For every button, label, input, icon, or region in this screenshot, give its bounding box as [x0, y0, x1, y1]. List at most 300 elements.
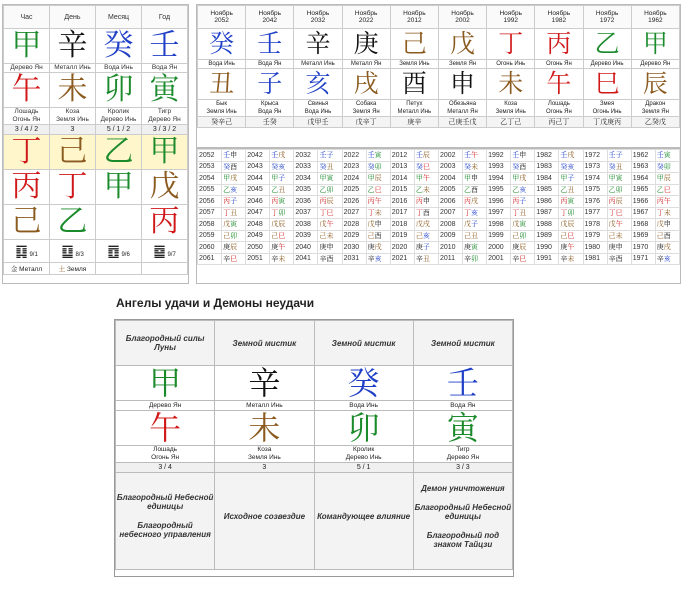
- natal-branch-label: Коза Земля Инь: [50, 108, 96, 125]
- year-char: 午: [663, 197, 671, 206]
- year-label: 2057: [198, 207, 222, 219]
- year-char: 卯: [230, 231, 238, 240]
- year-char: 己: [271, 231, 279, 240]
- year-pillar: [463, 230, 487, 242]
- year-pillar: [463, 150, 487, 162]
- year-pillar: [655, 150, 679, 162]
- year-char: 子: [519, 197, 527, 206]
- year-pillar: [414, 219, 438, 231]
- year-pillar: [559, 196, 583, 208]
- year-char: 辛: [512, 254, 520, 263]
- year-char: 辛: [560, 254, 568, 263]
- year-char: 丁: [367, 208, 375, 217]
- year-label: 2050: [246, 242, 270, 254]
- year-label: 2024: [342, 173, 366, 185]
- year-pillar: [222, 161, 246, 173]
- year-char: 卯: [615, 185, 623, 194]
- luck-stem-label: Вода Инь: [198, 60, 246, 69]
- luck-branch-label: Змея Огонь Инь: [583, 100, 631, 117]
- year-pillar: [318, 230, 342, 242]
- year-char: 辰: [615, 197, 623, 206]
- year-label: 2040: [294, 242, 318, 254]
- year-char: 癸: [560, 162, 568, 171]
- hexagram-icon: ䷈: [153, 243, 166, 259]
- year-label: 1974: [583, 173, 607, 185]
- year-char: 乙: [319, 185, 327, 194]
- year-char: 未: [422, 185, 430, 194]
- year-pillar: [366, 219, 390, 231]
- year-char: 酉: [471, 185, 479, 194]
- angel-branch-label: Кролик Дерево Инь: [314, 446, 413, 463]
- angel-footer-line: Командующее влияние: [317, 511, 411, 521]
- year-pillar: [511, 219, 535, 231]
- year-char: 巳: [615, 208, 623, 217]
- year-pillar: [607, 161, 631, 173]
- year-char: 未: [326, 231, 334, 240]
- year-label: 1992: [487, 150, 511, 162]
- year-label: 1975: [583, 184, 607, 196]
- year-pillar: [559, 230, 583, 242]
- year-char: 巳: [663, 185, 671, 194]
- angel-branch-label: Тигр Дерево Ян: [413, 446, 512, 463]
- year-pillar: [222, 230, 246, 242]
- year-label: 2030: [342, 242, 366, 254]
- year-char: 庚: [560, 243, 568, 252]
- luck-hidden-stems: 戊甲壬: [294, 117, 342, 128]
- year-char: 戌: [663, 243, 671, 252]
- year-label: 2001: [487, 253, 511, 265]
- year-char: 亥: [519, 185, 527, 194]
- year-label: 2017: [390, 207, 414, 219]
- year-char: 戊: [367, 220, 375, 229]
- hexagram-cell: ䷃ 9/1: [4, 240, 50, 263]
- year-char: 戊: [608, 220, 616, 229]
- year-char: 丁: [271, 208, 279, 217]
- luck-header: Ноябрь 1972: [583, 6, 631, 29]
- angel-stem: 甲: [116, 366, 215, 401]
- year-char: 乙: [656, 185, 664, 194]
- year-char: 申: [471, 174, 479, 183]
- year-pillar: [270, 161, 294, 173]
- year-label: 2059: [198, 230, 222, 242]
- year-label: 1962: [631, 150, 655, 162]
- year-char: 戌: [278, 151, 286, 160]
- angels-table: [114, 319, 514, 577]
- angel-branch: 寅: [413, 411, 512, 446]
- luck-stem: 乙: [583, 29, 631, 60]
- year-pillar: [607, 242, 631, 254]
- year-pillar: [511, 230, 535, 242]
- year-label: 1965: [631, 184, 655, 196]
- year-char: 丑: [422, 254, 430, 263]
- year-pillar: [655, 230, 679, 242]
- year-char: 酉: [422, 208, 430, 217]
- luck-header: Ноябрь 2052: [198, 6, 246, 29]
- year-label: 2031: [342, 253, 366, 265]
- angel-footer-line: Благородный небесного управления: [119, 521, 211, 539]
- year-pillar: [270, 230, 294, 242]
- year-char: 未: [374, 208, 382, 217]
- year-pillar: [655, 173, 679, 185]
- natal-stem-label: Дерево Ян: [4, 64, 50, 73]
- year-char: 巳: [326, 208, 334, 217]
- year-label: 1984: [535, 173, 559, 185]
- year-pillar: [318, 196, 342, 208]
- luck-stem: 戊: [438, 29, 486, 60]
- luck-header: Ноябрь 1962: [631, 6, 679, 29]
- year-label: 1985: [535, 184, 559, 196]
- year-label: 1980: [583, 242, 607, 254]
- angel-footer: [215, 473, 314, 570]
- year-pillar: [318, 161, 342, 173]
- natal-branch: 卯: [96, 73, 142, 108]
- year-pillar: [414, 150, 438, 162]
- year-row: [198, 219, 680, 231]
- year-label: 1964: [631, 173, 655, 185]
- year-pillar: [318, 207, 342, 219]
- angel-stem: 壬: [413, 366, 512, 401]
- year-char: 丙: [512, 197, 520, 206]
- hidden-stem: 丁: [4, 135, 50, 170]
- year-pillar: [655, 196, 679, 208]
- year-char: 亥: [471, 208, 479, 217]
- natal-fraction: 3 / 3 / 2: [142, 125, 188, 135]
- year-char: 寅: [663, 151, 671, 160]
- natal-stem-label: Вода Инь: [96, 64, 142, 73]
- hidden-stem: 丁: [50, 170, 96, 205]
- year-char: 庚: [367, 243, 375, 252]
- year-label: 2000: [487, 242, 511, 254]
- hidden-stem: 丙: [4, 170, 50, 205]
- luck-branch-label: Петух Металл Инь: [390, 100, 438, 117]
- year-pillar: [511, 161, 535, 173]
- year-pillar: [511, 184, 535, 196]
- year-label: 2021: [390, 253, 414, 265]
- year-label: 1994: [487, 173, 511, 185]
- year-char: 申: [230, 151, 238, 160]
- luck-branch-label: Свинья Вода Инь: [294, 100, 342, 117]
- year-label: 1981: [583, 253, 607, 265]
- luck-branch: 亥: [294, 69, 342, 100]
- year-pillar: [318, 150, 342, 162]
- hidden-stem: [96, 205, 142, 240]
- natal-fraction: 5 / 1 / 2: [96, 125, 142, 135]
- year-pillar: [559, 161, 583, 173]
- year-row: [198, 196, 680, 208]
- year-char: 戊: [512, 220, 520, 229]
- year-char: 甲: [367, 174, 375, 183]
- year-char: 辰: [326, 197, 334, 206]
- year-char: 丁: [464, 208, 472, 217]
- year-pillar: [607, 207, 631, 219]
- year-char: 癸: [656, 162, 664, 171]
- year-label: 2010: [438, 242, 462, 254]
- year-char: 子: [422, 243, 430, 252]
- angel-header: Земной мистик: [413, 321, 512, 366]
- year-char: 乙: [608, 185, 616, 194]
- angel-branch: 卯: [314, 411, 413, 446]
- year-label: 2039: [294, 230, 318, 242]
- hexagram-cell: ䷩ 9/6: [96, 240, 142, 263]
- angel-number: 3: [215, 463, 314, 473]
- year-char: 午: [374, 197, 382, 206]
- luck-stem-label: Дерево Инь: [583, 60, 631, 69]
- natal-chart: [2, 4, 189, 284]
- year-label: 2028: [342, 219, 366, 231]
- luck-branch-label: Собака Земля Ян: [342, 100, 390, 117]
- year-char: 卯: [278, 208, 286, 217]
- year-pillar: [463, 219, 487, 231]
- year-char: 寅: [278, 197, 286, 206]
- hidden-stem: 乙: [96, 135, 142, 170]
- angel-branch: 午: [116, 411, 215, 446]
- year-char: 午: [567, 243, 575, 252]
- year-row: [198, 253, 680, 265]
- luck-header: Ноябрь 2022: [342, 6, 390, 29]
- year-label: 1968: [631, 219, 655, 231]
- year-char: 庚: [464, 243, 472, 252]
- year-pillar: [222, 207, 246, 219]
- natal-branch: 未: [50, 73, 96, 108]
- year-label: 1972: [583, 150, 607, 162]
- angel-number: 5 / 1: [314, 463, 413, 473]
- year-char: 甲: [223, 174, 231, 183]
- year-char: 申: [326, 243, 334, 252]
- year-char: 寅: [615, 174, 623, 183]
- year-pillar: [222, 219, 246, 231]
- angel-number: 3 / 3: [413, 463, 512, 473]
- year-char: 丙: [367, 197, 375, 206]
- natal-fraction: 3 / 4 / 2: [4, 125, 50, 135]
- year-label: 2051: [246, 253, 270, 265]
- element-icon: 金: [10, 265, 18, 273]
- year-char: 酉: [230, 162, 238, 171]
- year-char: 壬: [319, 151, 327, 160]
- year-char: 卯: [519, 231, 527, 240]
- hidden-stem: 己: [50, 135, 96, 170]
- natal-header: Месяц: [96, 6, 142, 29]
- year-label: 1995: [487, 184, 511, 196]
- year-char: 亥: [663, 254, 671, 263]
- luck-stem-label: Огонь Инь: [487, 60, 535, 69]
- year-char: 申: [422, 197, 430, 206]
- year-label: 1991: [535, 253, 559, 265]
- year-pillar: [655, 184, 679, 196]
- year-char: 亥: [230, 185, 238, 194]
- year-pillar: [559, 173, 583, 185]
- year-char: 丑: [567, 185, 575, 194]
- section-title: Ангелы удачи и Демоны неудачи: [116, 296, 315, 310]
- year-char: 丑: [278, 185, 286, 194]
- year-label: 2038: [294, 219, 318, 231]
- year-char: 卯: [471, 254, 479, 263]
- year-char: 申: [519, 151, 527, 160]
- year-label: 1983: [535, 161, 559, 173]
- luck-branch: 辰: [631, 69, 679, 100]
- year-pillar: [222, 173, 246, 185]
- year-label: 1990: [535, 242, 559, 254]
- year-pillar: [655, 219, 679, 231]
- year-char: 丙: [464, 197, 472, 206]
- year-char: 辰: [519, 243, 527, 252]
- year-pillar: [318, 253, 342, 265]
- natal-stem: 辛: [50, 29, 96, 64]
- year-char: 丑: [326, 162, 334, 171]
- year-pillar: [222, 242, 246, 254]
- natal-branch-label: Лошадь Огонь Ян: [4, 108, 50, 125]
- year-label: 2049: [246, 230, 270, 242]
- year-char: 辰: [374, 174, 382, 183]
- year-label: 2046: [246, 196, 270, 208]
- luck-stem-label: Вода Ян: [246, 60, 294, 69]
- year-pillar: [511, 242, 535, 254]
- year-pillar: [270, 242, 294, 254]
- natal-stem: 壬: [142, 29, 188, 64]
- hexagram-cell: ䷨ 8/3: [50, 240, 96, 263]
- year-pillar: [559, 242, 583, 254]
- year-pillar: [366, 196, 390, 208]
- year-label: 2054: [198, 173, 222, 185]
- year-char: 亥: [278, 162, 286, 171]
- luck-pillars: [196, 4, 681, 148]
- year-pillar: [270, 253, 294, 265]
- year-pillar: [318, 242, 342, 254]
- luck-stem: 癸: [198, 29, 246, 60]
- year-char: 卯: [374, 162, 382, 171]
- year-pillar: [366, 253, 390, 265]
- year-label: 2020: [390, 242, 414, 254]
- angel-footer-line: Демон уничтожения: [421, 483, 505, 493]
- year-char: 辛: [415, 254, 423, 263]
- hidden-stem: 乙: [50, 205, 96, 240]
- year-char: 甲: [415, 174, 423, 183]
- year-char: 庚: [319, 243, 327, 252]
- year-char: 辰: [567, 220, 575, 229]
- year-char: 壬: [608, 151, 616, 160]
- hidden-stem: 己: [4, 205, 50, 240]
- year-char: 酉: [615, 254, 623, 263]
- year-pillar: [463, 161, 487, 173]
- year-char: 巳: [422, 162, 430, 171]
- year-char: 甲: [271, 174, 279, 183]
- year-char: 戊: [656, 220, 664, 229]
- year-char: 癸: [319, 162, 327, 171]
- year-pillar: [463, 253, 487, 265]
- year-char: 戌: [471, 197, 479, 206]
- year-pillar: [607, 219, 631, 231]
- year-pillar: [607, 173, 631, 185]
- angel-stem: 癸: [314, 366, 413, 401]
- luck-header: Ноябрь 1982: [535, 6, 583, 29]
- year-char: 壬: [415, 151, 423, 160]
- luck-hidden-stems: 庚辛: [390, 117, 438, 128]
- year-char: 寅: [326, 174, 334, 183]
- year-row: [198, 150, 680, 162]
- year-char: 己: [560, 231, 568, 240]
- year-pillar: [511, 173, 535, 185]
- year-char: 午: [422, 174, 430, 183]
- year-pillar: [318, 219, 342, 231]
- luck-stem: 辛: [294, 29, 342, 60]
- angel-footer: [116, 473, 215, 570]
- year-label: 2004: [438, 173, 462, 185]
- year-char: 巳: [519, 254, 527, 263]
- angel-footer-line: Исходное созвездие: [223, 511, 306, 521]
- luck-branch: 戌: [342, 69, 390, 100]
- year-pillar: [463, 173, 487, 185]
- year-label: 1982: [535, 150, 559, 162]
- luck-stem-label: Дерево Ян: [631, 60, 679, 69]
- angel-footer-line: Благородный Небесной единицы: [414, 502, 512, 521]
- luck-hidden-stems: 乙癸戊: [631, 117, 679, 128]
- year-char: 寅: [471, 243, 479, 252]
- luck-stem-label: Земля Инь: [390, 60, 438, 69]
- luck-stem-label: Металл Инь: [294, 60, 342, 69]
- year-char: 丙: [271, 197, 279, 206]
- year-pillar: [559, 253, 583, 265]
- year-label: 1970: [631, 242, 655, 254]
- year-char: 戊: [415, 220, 423, 229]
- year-pillar: [414, 230, 438, 242]
- year-char: 巳: [567, 231, 575, 240]
- year-char: 未: [615, 231, 623, 240]
- year-char: 未: [471, 162, 479, 171]
- angel-header: Земной мистик: [215, 321, 314, 366]
- year-label: 2018: [390, 219, 414, 231]
- year-char: 壬: [512, 151, 520, 160]
- year-label: 2041: [294, 253, 318, 265]
- year-char: 壬: [271, 151, 279, 160]
- year-char: 庚: [223, 243, 231, 252]
- angel-footer-line: Благородный Небесной единицы: [116, 493, 214, 511]
- year-label: 1988: [535, 219, 559, 231]
- year-label: 2012: [390, 150, 414, 162]
- year-label: 2048: [246, 219, 270, 231]
- year-char: 卯: [326, 185, 334, 194]
- year-char: 乙: [223, 185, 231, 194]
- year-char: 癸: [415, 162, 423, 171]
- year-pillar: [366, 207, 390, 219]
- year-pillar: [414, 196, 438, 208]
- year-pillar: [414, 173, 438, 185]
- angel-stem: 辛: [215, 366, 314, 401]
- angel-stem-label: Вода Ян: [413, 401, 512, 411]
- natal-stem: 甲: [4, 29, 50, 64]
- year-char: 甲: [319, 174, 327, 183]
- year-label: 2042: [246, 150, 270, 162]
- year-row: [198, 173, 680, 185]
- year-char: 酉: [663, 231, 671, 240]
- year-char: 甲: [560, 174, 568, 183]
- year-char: 己: [415, 231, 423, 240]
- year-label: 2011: [438, 253, 462, 265]
- year-label: 2027: [342, 207, 366, 219]
- year-label: 2019: [390, 230, 414, 242]
- luck-branch: 未: [487, 69, 535, 100]
- year-char: 午: [615, 220, 623, 229]
- luck-header: Ноябрь 2012: [390, 6, 438, 29]
- year-pillar: [607, 230, 631, 242]
- hexagram-cell: ䷈ 9/7: [142, 240, 188, 263]
- year-char: 乙: [464, 185, 472, 194]
- year-char: 辛: [656, 254, 664, 263]
- year-char: 戊: [464, 220, 472, 229]
- year-label: 2053: [198, 161, 222, 173]
- element-cell: 土 Земля: [50, 263, 96, 275]
- year-char: 未: [663, 208, 671, 217]
- year-pillar: [655, 161, 679, 173]
- year-label: 1998: [487, 219, 511, 231]
